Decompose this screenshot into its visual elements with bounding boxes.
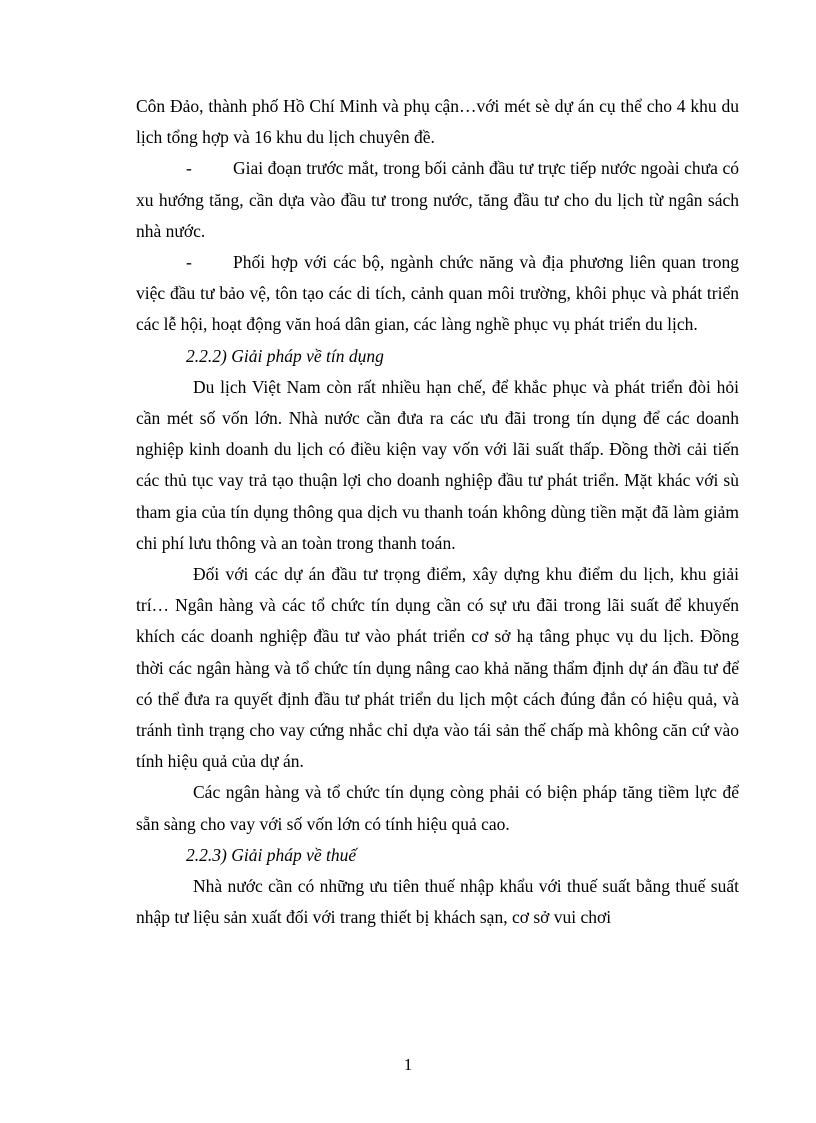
paragraph: Du lịch Việt Nam còn rất nhiều hạn chế, để khắc phục và phát triển đòi hỏi cần mét số vốn lớn. Nhà nước cần đưa ra các ưu đãi trong tín dụng để các doanh nghiệp kinh doanh du lịch có điều kiện vay vốn với lãi suất thấp. Đồng thời cải tiến các thủ tục vay trả tạo thuận lợi cho doanh nghiệp đầu tư phát triển. Mặt khác với sù tham gia của tín dụng thông qua dịch vu thanh toán không dùng tiền mặt đã làm giảm chi phí lưu thông và an toàn trong thanh toán.: [136, 376, 739, 553]
section-heading-credit: 2.2.2) Giải pháp về tín dụng: [186, 345, 384, 366]
bullet-text: Phối hợp với các bộ, ngành chức năng và địa phương liên quan trong việc đầu tư bảo vệ, tôn tạo các di tích, cảnh quan môi trường, khôi phục và phát triển các lễ hội, hoạt động văn hoá dân gian, các làng nghề phục vụ phát triển du lịch.: [136, 252, 739, 335]
paragraph: Nhà nước cần có những ưu tiên thuế nhập khẩu với thuế suất bằng thuế suất nhập tư liệu sản xuất đối với trang thiết bị khách sạn, cơ sở vui chơi: [136, 876, 739, 928]
paragraph: Các ngân hàng và tổ chức tín dụng còng phải có biện pháp tăng tiềm lực để sẵn sàng cho vay với số vốn lớn có tính hiệu quả cao.: [136, 782, 739, 834]
paragraph-intro: Côn Đảo, thành phố Hồ Chí Minh và phụ cận…với mét sè dự án cụ thể cho 4 khu du lịch tổng hợp và 16 khu du lịch chuyên đề.: [136, 96, 739, 148]
bullet-dash: -: [186, 158, 192, 179]
section-heading-tax: 2.2.3) Giải pháp về thuế: [186, 844, 357, 865]
bullet-text: Giai đoạn trước mắt, trong bối cảnh đầu tư trực tiếp nước ngoài chưa có xu hướng tăng, cần dựa vào đầu tư trong nước, tăng đầu tư cho du lịch từ ngân sách nhà nước.: [136, 158, 739, 241]
bullet-item: [136, 153, 739, 247]
document-body: [136, 91, 739, 933]
bullet-dash: -: [186, 252, 192, 273]
paragraph: Đối với các dự án đầu tư trọng điểm, xây dựng khu điểm du lịch, khu giải trí… Ngân hàng và các tổ chức tín dụng cần có sự ưu đãi trong lãi suất để khuyến khích các doanh nghiệp đầu tư vào phát triển cơ sở hạ tâng phục vụ du lịch. Đồng thời các ngân hàng và tổ chức tín dụng nâng cao khả năng thẩm định dự án đầu tư để có thể đưa ra quyết định đầu tư phát triển du lịch một cách đúng đắn có hiệu quả, và tránh tình trạng cho vay cứng nhắc chỉ dựa vào tái sản thế chấp mà không căn cứ vào tính hiệu quả của dự án.: [136, 564, 739, 772]
page-number: 1: [403, 1055, 413, 1074]
bullet-item: [136, 247, 739, 341]
